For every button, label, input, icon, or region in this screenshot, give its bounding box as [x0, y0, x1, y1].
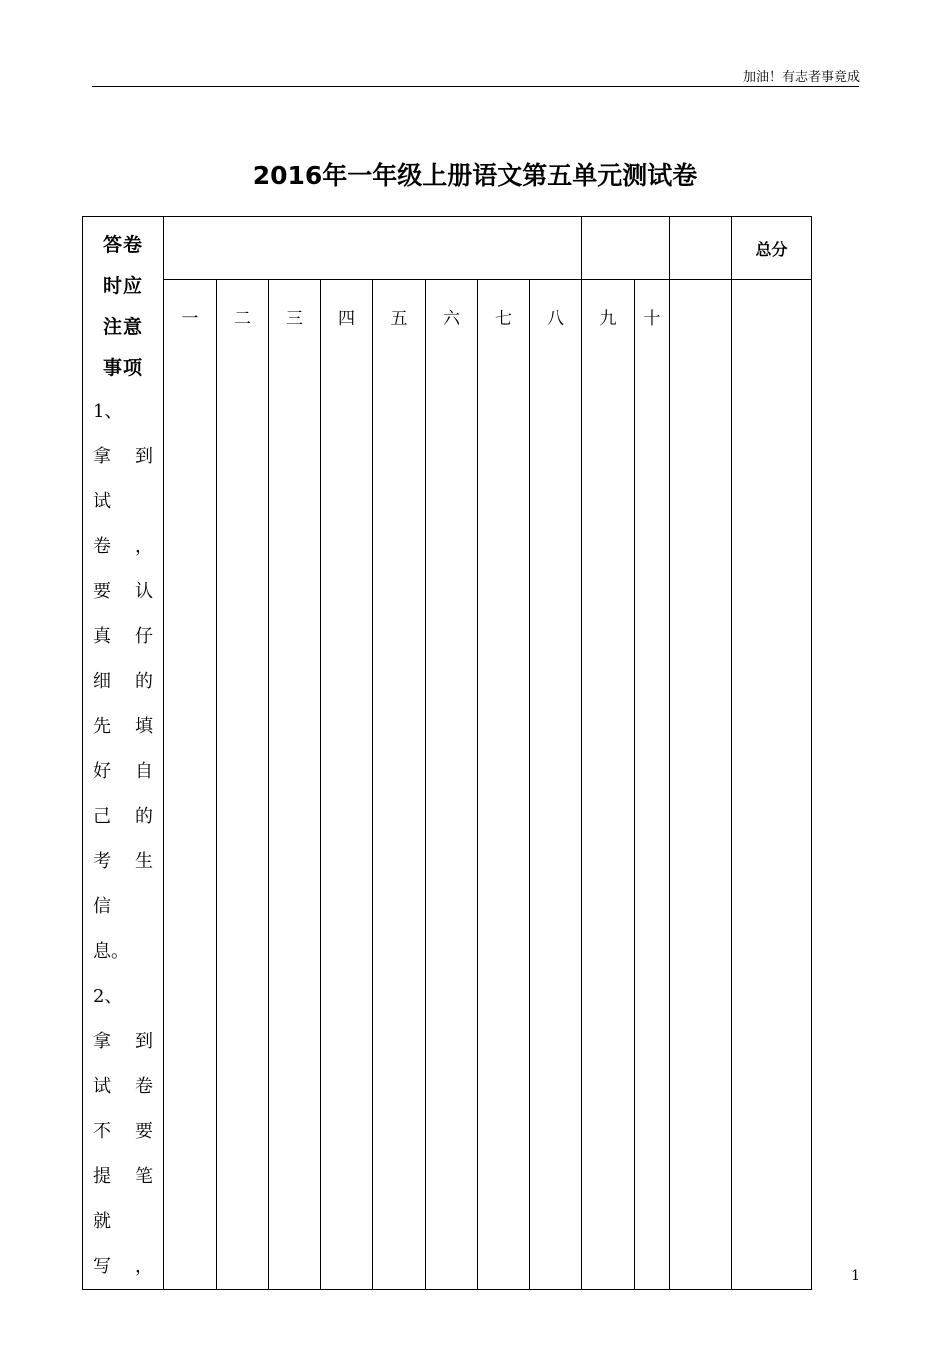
header-blank-cell — [670, 217, 732, 280]
notes-char: 填 — [135, 716, 153, 737]
notes-char — [135, 884, 157, 929]
notes-char: 2、 — [93, 986, 123, 1007]
notes-line — [93, 1064, 157, 1109]
notes-heading-line: 事项 — [102, 357, 143, 379]
notes-heading-line: 注意 — [102, 316, 143, 338]
notes-line — [93, 389, 157, 434]
question-6-cell: 六 — [426, 280, 478, 1290]
header-blank-cell — [582, 217, 670, 280]
notes-line — [93, 434, 157, 479]
header-blank-cell — [164, 217, 582, 280]
notes-line — [93, 614, 157, 659]
notes-char — [135, 479, 157, 524]
notes-char: 好 — [93, 761, 111, 782]
notes-body — [83, 389, 163, 1289]
notes-char: 拿 — [93, 446, 111, 467]
notes-line — [93, 794, 157, 839]
notes-line — [93, 1109, 157, 1154]
question-9-cell: 九 — [582, 280, 635, 1290]
score-table — [82, 216, 812, 1290]
notes-char: 自 — [135, 761, 153, 782]
notes-char: 的 — [135, 671, 153, 692]
notes-char: 先 — [93, 716, 111, 737]
page-number: 1 — [851, 1268, 860, 1284]
notes-char: 试 — [93, 1076, 111, 1097]
notes-char: 到 — [135, 1031, 153, 1052]
notes-char: 信 — [93, 896, 111, 917]
notes-char: 真 — [93, 626, 111, 647]
notes-char: 写 — [93, 1256, 111, 1277]
page-title: 2016年一年级上册语文第五单元测试卷 — [252, 161, 698, 190]
notes-line — [93, 1244, 157, 1289]
notes-char: 就 — [93, 1211, 111, 1232]
notes-line — [93, 884, 157, 929]
question-3-cell: 三 — [269, 280, 321, 1290]
notes-char: 1、 — [93, 401, 123, 422]
notes-heading — [83, 217, 163, 389]
question-5-cell: 五 — [373, 280, 426, 1290]
notes-char: 要 — [135, 1121, 153, 1142]
notes-line — [93, 479, 157, 524]
notes-line — [93, 1019, 157, 1064]
notes-char: 拿 — [93, 1031, 111, 1052]
notes-char: 试 — [93, 491, 111, 512]
header-motto: 加油！有志者事竟成 — [742, 70, 860, 85]
notes-line — [93, 1199, 157, 1244]
notes-char: 到 — [135, 446, 153, 467]
notes-char: 卷 — [135, 1076, 153, 1097]
notes-char: 笔 — [135, 1166, 153, 1187]
notes-line — [93, 974, 157, 1019]
notes-line — [93, 524, 157, 569]
header-rule — [92, 86, 859, 87]
notes-char: 卷 — [93, 536, 111, 557]
notes-heading-line: 时应 — [102, 275, 143, 297]
notes-line — [93, 929, 157, 974]
notes-char: 要 — [93, 581, 111, 602]
notes-char: ， — [135, 1256, 153, 1277]
question-10-cell: 十 — [635, 280, 670, 1290]
notes-cell — [83, 217, 164, 1290]
notes-line — [93, 749, 157, 794]
notes-line — [93, 659, 157, 704]
notes-char: 己 — [93, 806, 111, 827]
notes-line — [93, 839, 157, 884]
notes-line — [93, 1154, 157, 1199]
notes-char: ， — [135, 536, 153, 557]
notes-char: 细 — [93, 671, 111, 692]
notes-char: 不 — [93, 1121, 111, 1142]
blank-score-cell — [670, 280, 732, 1290]
notes-char: 生 — [135, 851, 153, 872]
notes-line — [93, 569, 157, 614]
question-2-cell: 二 — [217, 280, 269, 1290]
notes-char: 的 — [135, 806, 153, 827]
question-8-cell: 八 — [530, 280, 582, 1290]
question-1-cell: 一 — [164, 280, 217, 1290]
notes-char — [135, 974, 157, 1019]
notes-char — [135, 1199, 157, 1244]
notes-char: 提 — [93, 1166, 111, 1187]
question-7-cell: 七 — [478, 280, 530, 1290]
notes-heading-line: 答卷 — [102, 234, 143, 256]
notes-char: 认 — [135, 581, 153, 602]
notes-char: 考 — [93, 851, 111, 872]
notes-char: 息。 — [93, 941, 129, 962]
notes-char: 仔 — [135, 626, 153, 647]
question-4-cell: 四 — [321, 280, 373, 1290]
notes-char — [135, 389, 157, 434]
notes-line — [93, 704, 157, 749]
total-score-cell — [732, 280, 812, 1290]
total-score-label: 总分 — [732, 217, 812, 280]
